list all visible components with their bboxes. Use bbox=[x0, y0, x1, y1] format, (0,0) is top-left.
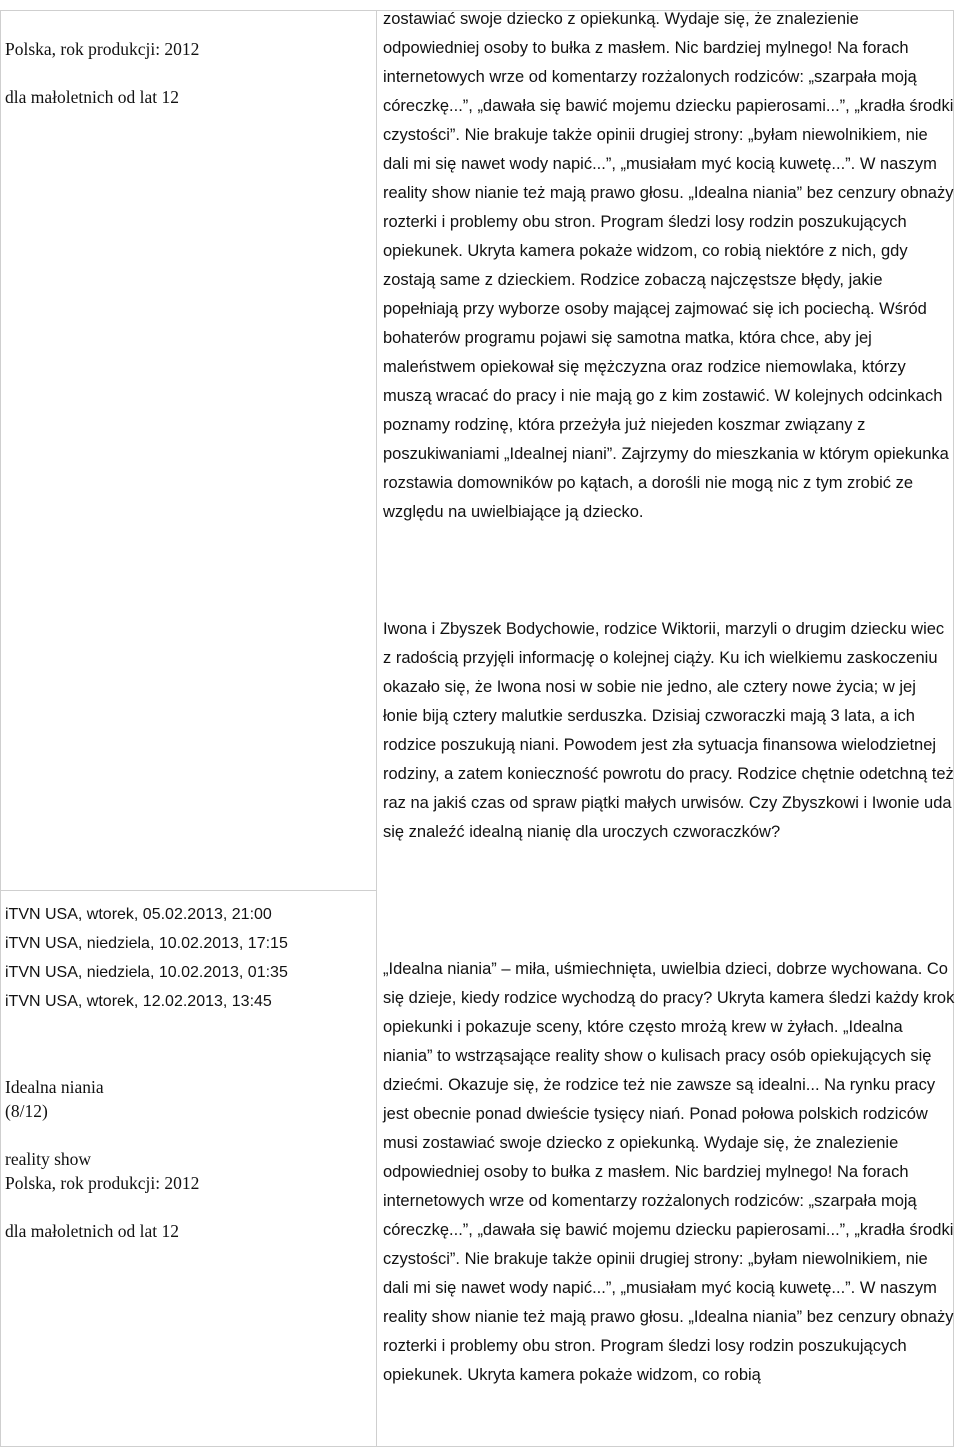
airing-item: iTVN USA, wtorek, 05.02.2013, 21:00 bbox=[5, 906, 272, 923]
production-info: Polska, rok produkcji: 2012 bbox=[5, 1173, 200, 1193]
age-rating: dla małoletnich od lat 12 bbox=[5, 1221, 179, 1241]
row-divider bbox=[0, 890, 377, 891]
description-paragraph-bottom: „Idealna niania” – miła, uśmiechnięta, uwielbia dzieci, dobrze wychowana. Co się dzieje, kiedy rodzice wychodzą do pracy? Ukryta kamera śledzi każdy krok opiekunki i pokazuje sceny, które często mrożą krew w żyłach. „Idealna niania” to wstrząsające reality show o kulisach pracy osób opiekujących się dziećmi. Okazuje się, że rodzice też nie zawsze są idealni... Na rynku pracy jest obecnie ponad dwieście tysięcy niań. Ponad połowa polskich rodziców musi zostawiać swoje dziecko z opiekunką. Wydaje się, że znalezienie odpowiedniej osoby to bułka z masłem. Nic bardziej mylnego! Na forach internetowych wrze od komentarzy rozżalonych rodziców: „szarpała moją córeczkę...”, „dawała się bawić mojemu dziecku papierosami...”, „kradła środki czystości”. Nie brakuje także opinii drugiej strony: „byłam niewolnikiem, nie dali mi się nawet wody napić...”, „musiałam myć kocią kuwetę...”. W naszym reality show nianie też mają prawo głosu. „Idealna niania” bez cenzury obnaży rozterki i problemy obu stron. Program śledzi losy rodzin poszukujących opiekunek. Ukryta kamera pokaże widzom, co robią bbox=[383, 960, 955, 1384]
airing-item: iTVN USA, niedziela, 10.02.2013, 17:15 bbox=[5, 935, 288, 952]
age-rating: dla małoletnich od lat 12 bbox=[5, 87, 179, 107]
episode-number: (8/12) bbox=[5, 1101, 48, 1121]
program-genre: reality show bbox=[5, 1149, 92, 1169]
production-info: Polska, rok produkcji: 2012 bbox=[5, 39, 200, 59]
left-column-top bbox=[5, 37, 371, 133]
episode-description: Iwona i Zbyszek Bodychowie, rodzice Wiktorii, marzyli o drugim dziecku wiec z radością przyjęli informację o kolejnej ciąży. Ku ich wielkiemu zaskoczeniu okazało się, że Iwona nosi w sobie nie jedno, ale cztery nowe życia; w jej łonie biją cztery malutkie serduszka. Dzisiaj czworaczki mają 3 lata, a ich rodzice poszukują niani. Powodem jest zła sytuacja finansowa wielodzietnej rodziny, a zatem konieczność powrotu do pracy. Rodzice chętnie odetchną też raz na jakiś czas od spraw piątki małych urwisów. Czy Zbyszkowi i Iwonie uda się znaleźć idealną nianię dla uroczych czworaczków? bbox=[383, 620, 954, 841]
program-title: Idealna niania bbox=[5, 1077, 104, 1097]
airing-item: iTVN USA, niedziela, 10.02.2013, 01:35 bbox=[5, 964, 288, 981]
description-paragraph-top: zostawiać swoje dziecko z opiekunką. Wydaje się, że znalezienie odpowiedniej osoby to bułka z masłem. Nic bardziej mylnego! Na forach internetowych wrze od komentarzy rozżalonych rodziców: „szarpała moją córeczkę...”, „dawała się bawić mojemu dziecku papierosami...”, „kradła środki czystości”. Nie brakuje także opinii drugiej strony: „byłam niewolnikiem, nie dali mi się nawet wody napić...”, „musiałam myć kocią kuwetę...”. W naszym reality show nianie też mają prawo głosu. „Idealna niania” bez cenzury obnaży rozterki i problemy obu stron. Program śledzi losy rodzin poszukujących opiekunek. Ukryta kamera pokaże widzom, co robią niektóre z nich, gdy zostają same z dzieckiem. Rodzice zobaczą najczęstsze błędy, jakie popełniają przy wyborze osoby mającej zajmować się ich pociechą. Wśród bohaterów programu pojawi się samotna matka, która chce, aby jej maleństwem opiekował się mężczyzna oraz rodzice niemowlaka, którzy muszą wracać do pracy i nie mają go z kim zostawić. W kolejnych odcinkach poznamy rodzinę, która przeżyła już niejeden koszmar związany z poszukiwaniami „Idealnej niani”. Zajrzymy do mieszkania w którym opiekunka rozstawia domowników po kątach, a dorośli nie mogą nic z tym zrobić ze względu na uwielbiające ją dziecko. bbox=[383, 10, 954, 521]
program-info bbox=[5, 1075, 371, 1243]
column-divider bbox=[376, 10, 377, 1447]
airing-list bbox=[5, 900, 371, 1016]
airing-item: iTVN USA, wtorek, 12.02.2013, 13:45 bbox=[5, 993, 272, 1010]
